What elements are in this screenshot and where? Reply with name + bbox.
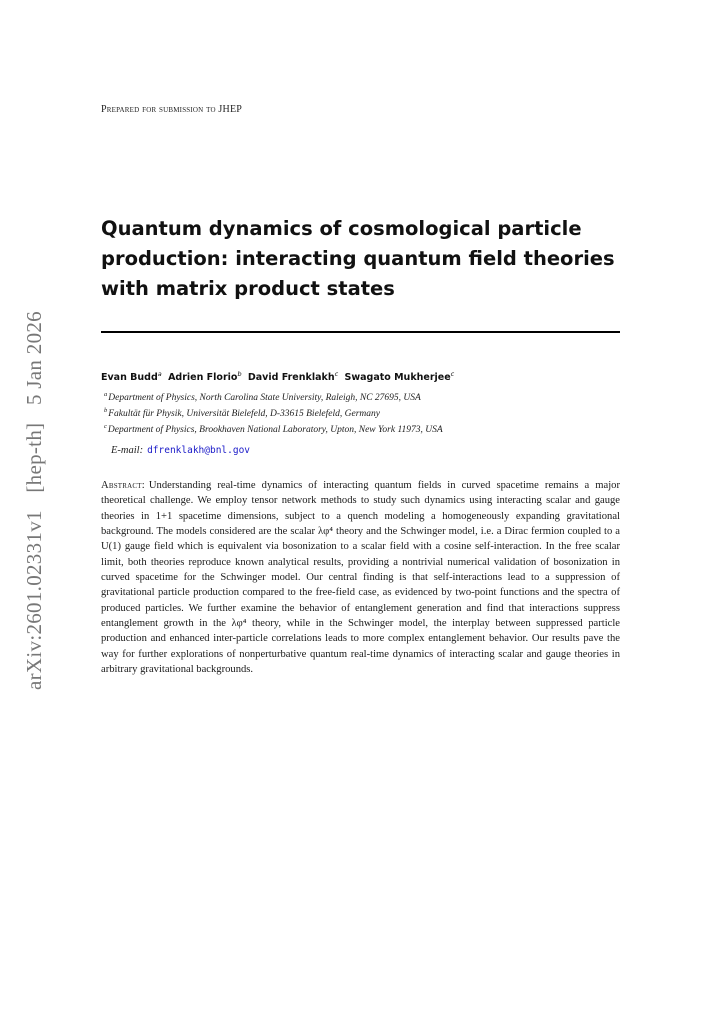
abstract-label: Abstract: (101, 480, 145, 491)
author-list (101, 370, 457, 383)
affiliation-mark: a (104, 391, 108, 398)
author-name: Evan Budd (101, 372, 158, 384)
affiliation-mark: b (104, 407, 108, 414)
email-line (111, 445, 250, 456)
author-name: Adrien Florio (168, 372, 238, 384)
author-affiliation-mark: c (334, 370, 339, 378)
arxiv-id: arXiv:2601.02331v1 (22, 510, 46, 690)
affiliation-line (104, 391, 421, 403)
arxiv-date: 5 Jan 2026 (22, 311, 46, 406)
affiliation-line (104, 407, 380, 419)
author-affiliation-mark: b (237, 370, 242, 378)
affiliation-text: Fakultät für Physik, Universität Bielefeld, D-33615 Bielefeld, Germany (108, 409, 380, 420)
journal-header: Prepared for submission to JHEP (101, 104, 243, 115)
paper-title: Quantum dynamics of cosmological particle production: interacting quantum field theories with matrix product states (101, 217, 615, 300)
affiliation-line (104, 423, 443, 435)
author-affiliation-mark: c (450, 370, 455, 378)
affiliation-mark: c (104, 423, 107, 430)
title-rule (101, 331, 620, 333)
arxiv-sidebar-stamp (22, 299, 47, 690)
author-name: David Frenklakh (247, 372, 335, 384)
affiliation-text: Department of Physics, Brookhaven National Laboratory, Upton, New York 11973, USA (107, 425, 443, 436)
affiliation-text: Department of Physics, North Carolina State University, Raleigh, NC 27695, USA (108, 393, 421, 404)
abstract-text: Understanding real-time dynamics of interacting quantum fields in curved spacetime remains a major theoretical challenge. We employ tensor network methods to study such dynamics using interacting scalar and gauge theories in 1+1 spacetime dimensions, subject to a quench modeling a homogeneously expanding gravitational background. The models considered are the scalar λφ⁴ theory and the Schwinger model, i.e. a Dirac fermion coupled to a U(1) gauge field which is equivalent via bosonization to a scalar field with a cosine self-interaction. In the free scalar limit, both theories reproduce known analytical results, providing a nontrivial numerical validation of bosonization in curved spacetime for the Schwinger model. Our central finding is that self-interactions lead to a suppression of gravitational particle production compared to the free-field case, as evidenced by two-point functions and the spectra of produced particles. We further examine the behavior of entanglement generation and find that interactions suppress entanglement growth in the λφ⁴ theory, while in the Schwinger model, the interplay between suppressed particle production and enhanced inter-particle correlations leads to more complex entanglement behavior. Our results pave the way for further explorations of nonperturbative quantum real-time dynamics of interacting scalar and gauge theories in arbitrary gravitational backgrounds. (101, 480, 620, 676)
abstract (101, 478, 620, 677)
email-link[interactable]: dfrenklakh@bnl.gov (147, 445, 251, 456)
author-name: Swagato Mukherjee (344, 372, 451, 384)
email-label: E-mail: (111, 445, 144, 456)
author-affiliation-mark: a (157, 370, 162, 378)
arxiv-category: [hep-th] (22, 422, 46, 493)
